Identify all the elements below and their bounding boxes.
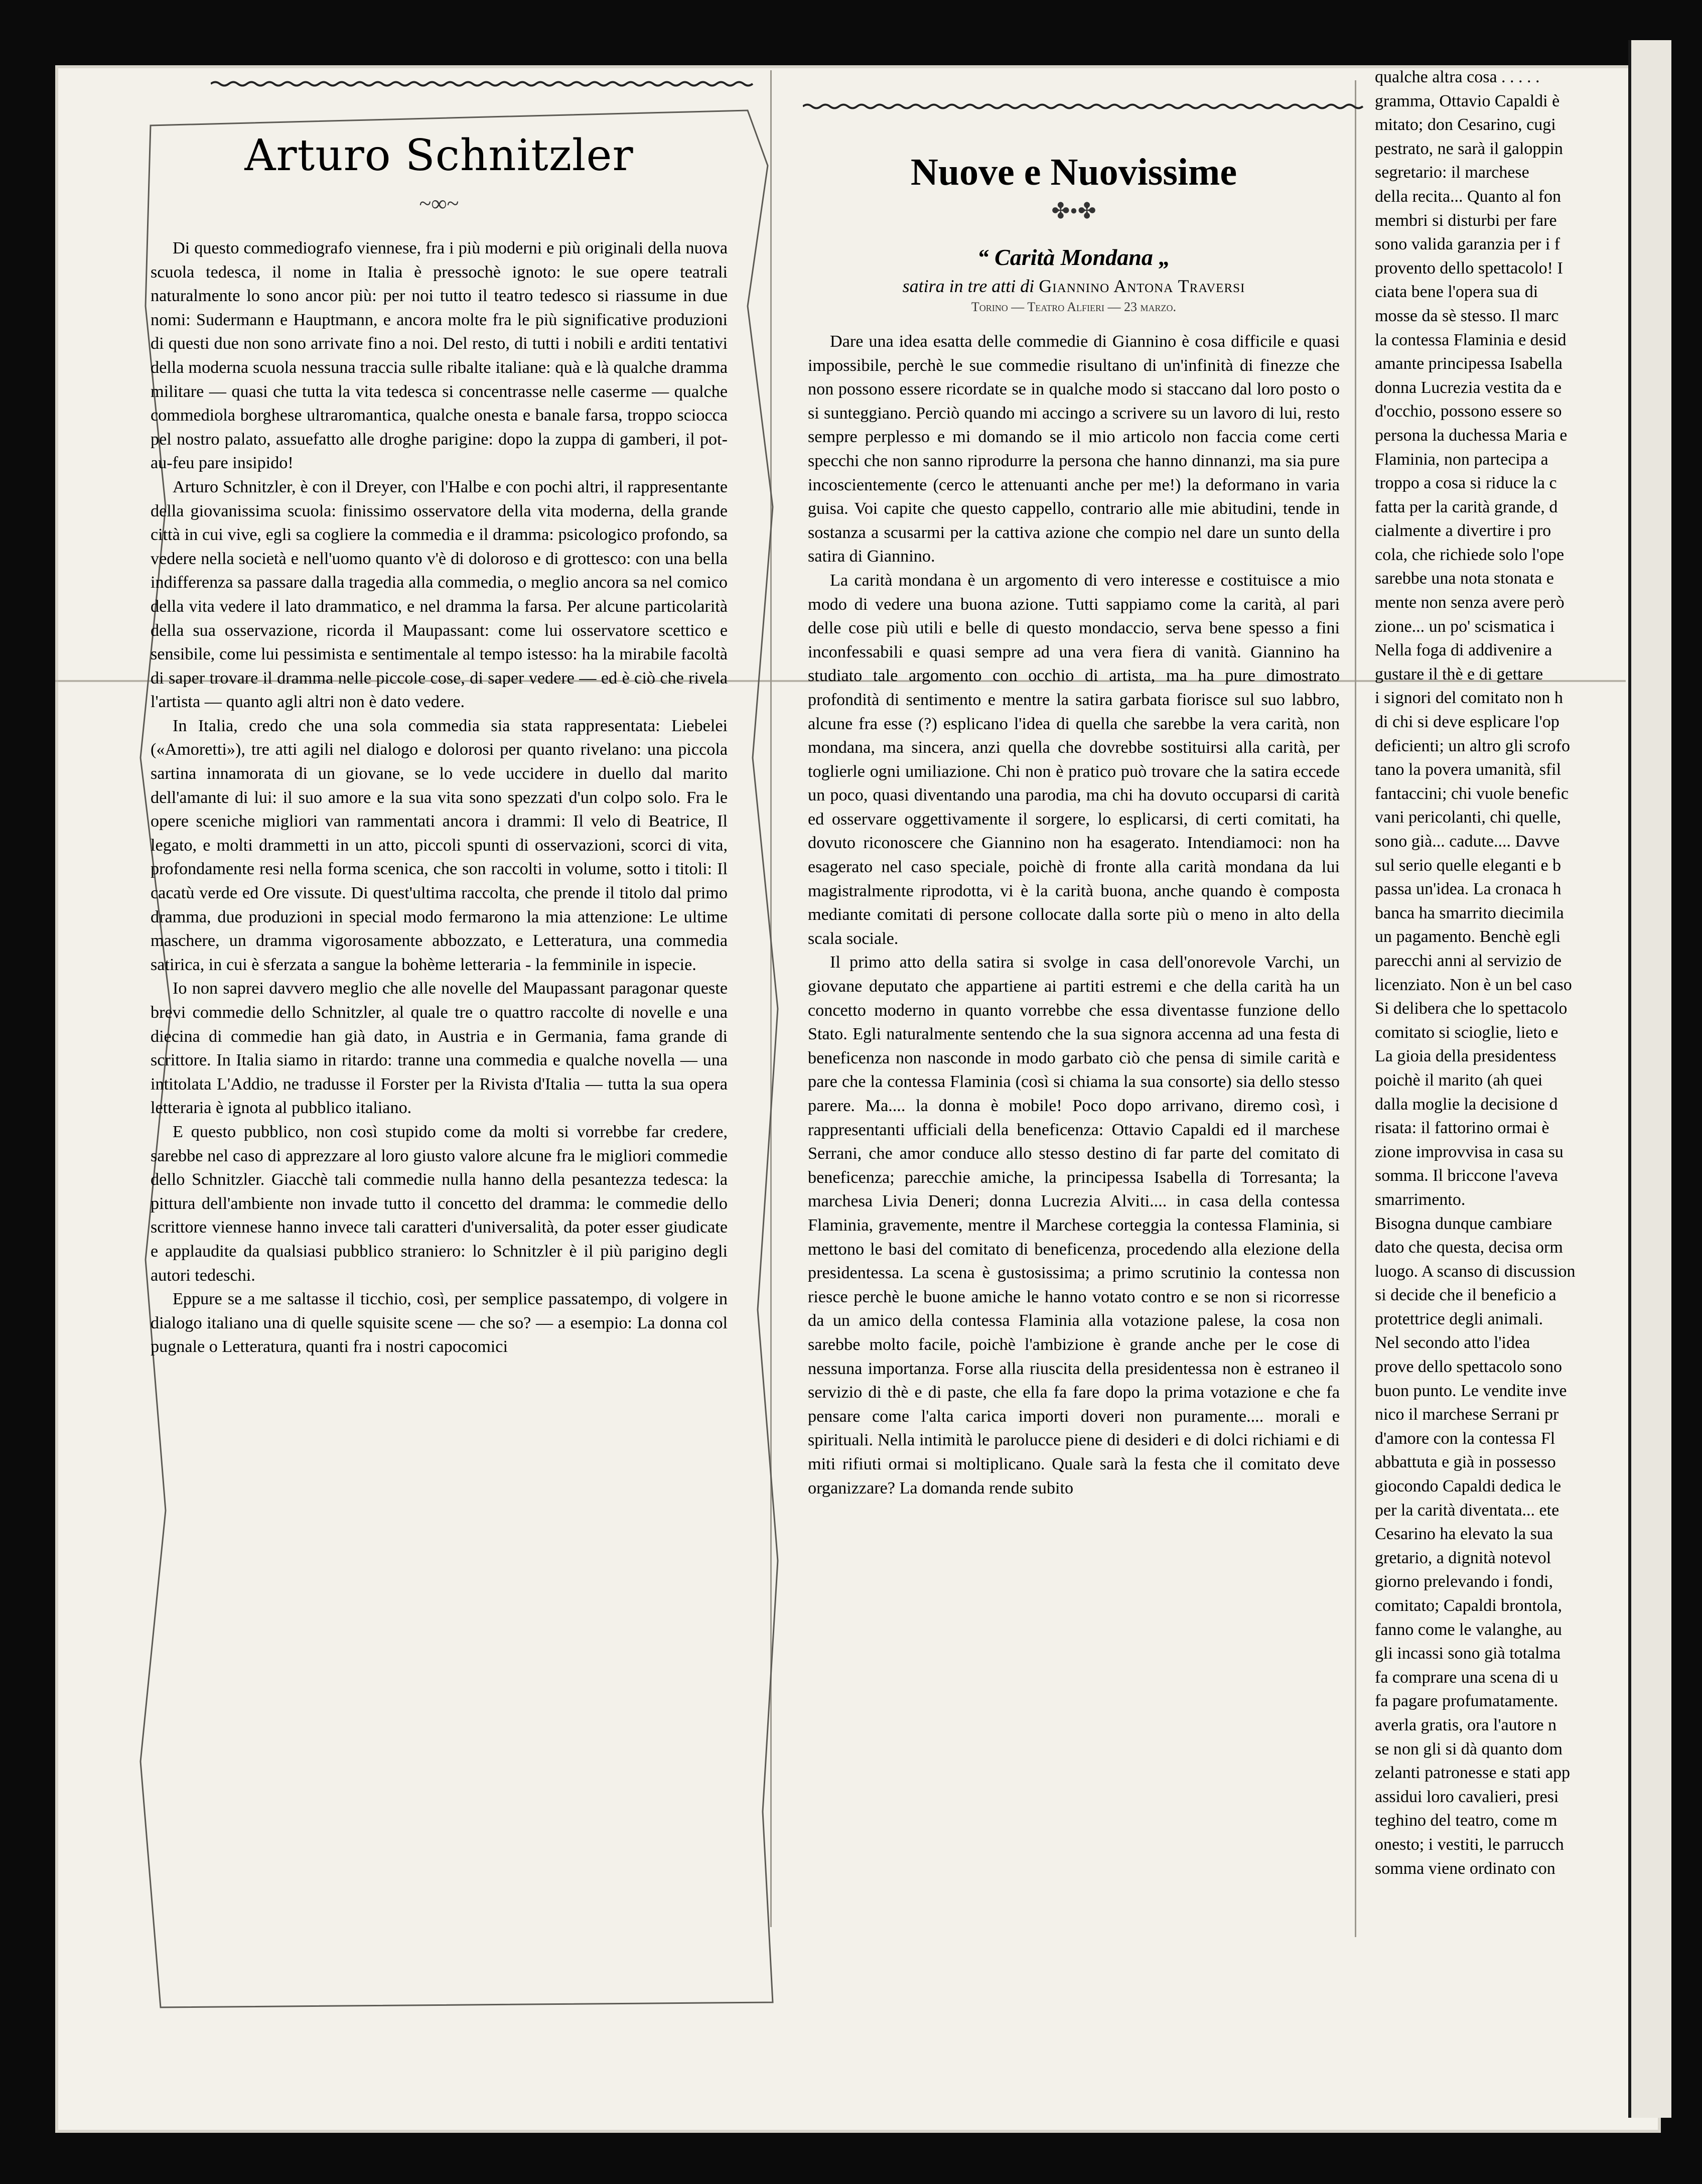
text-line: Nel secondo atto l'idea — [1375, 1333, 1530, 1352]
text-line: si decide che il beneficio a — [1375, 1286, 1556, 1305]
play-subtitle — [808, 276, 1340, 297]
text-line: per la carità diventata... ete — [1375, 1500, 1559, 1520]
text-line: di chi si deve esplicare l'op — [1375, 713, 1559, 732]
text-line: mitato; don Cesarino, cugi — [1375, 115, 1556, 134]
article-carita-mondana — [808, 151, 1340, 1500]
text-line: passa un'idea. La cronaca h — [1375, 880, 1562, 899]
article-continuation-cropped — [1375, 65, 1656, 1880]
text-line: abbattuta e già in possesso — [1375, 1453, 1556, 1472]
text-line: deficienti; un altro gli scrofo — [1375, 736, 1570, 755]
text-line: della recita... Quanto al fon — [1375, 187, 1562, 206]
text-line: poichè il marito (ah quei — [1375, 1070, 1543, 1089]
text-line: segretario: il marchese — [1375, 163, 1529, 182]
text-line: sul serio quelle eleganti e b — [1375, 856, 1562, 875]
text-line: vani pericolanti, chi quelle, — [1375, 808, 1562, 827]
text-line: gli incassi sono già totalma — [1375, 1644, 1561, 1663]
text-line: pestrato, ne sarà il galoppin — [1375, 139, 1563, 158]
text-line: Bisogna dunque cambiare — [1375, 1214, 1552, 1233]
text-line: donna Lucrezia vestita da e — [1375, 378, 1562, 397]
text-line: smarrimento. — [1375, 1190, 1466, 1209]
venue-dateline: Torino — Teatro Alfieri — 23 marzo. — [971, 300, 1177, 314]
text-line: fantaccini; chi vuole benefic — [1375, 784, 1569, 803]
text-line: prove dello spettacolo sono — [1375, 1357, 1562, 1377]
text-line: persona la duchessa Maria e — [1375, 426, 1568, 445]
column-rule — [1355, 80, 1356, 1937]
section-title: Nuove e Nuovissime — [910, 151, 1237, 193]
paragraph: Io non saprei davvero meglio che alle novelle del Maupassant paragonar queste brevi commedie dello Schnitzler, al quale tre o quattro raccolte di novelle e una diecina di commedie han già dato, in Austria e in Germania, fama grande di scrittore. In Italia siamo in ritardo: tranne una commedia e qualche novella — una intitolata L'Addio, ne tradusse il Forster per la Rivista d'Italia — tutta la sua opera letteraria è ignota al pubblico italiano. — [151, 979, 728, 1118]
paragraph: Dare una idea esatta delle commedie di Giannino è cosa difficile e quasi impossibile, perchè le sue commedie risultano di un'infinità di finezze che non possono essere ricordate se in qualche modo si staccano dal loro posto o si sunteggiano. Perciò quando mi accingo a scrivere su un lavoro di lui, resto sempre perplesso e mi domando se il mio articolo non faccia come certi specchi che non sanno riprodurre la persona che hanno dinnanzi, ma sia pure incoscientemente (cerco le attenuanti anche per me!) la deformano in varia guisa. Voi capite che questo cappello, contrario alle mie abitudini, tende in sostanza a scusarmi per la cattiva azione che compio nel dare un sunto della satira di Giannino. — [808, 332, 1340, 566]
title-ornament: ✤•✤ — [1051, 199, 1096, 223]
author-name: Giannino Antona Traversi — [1039, 276, 1245, 296]
text-line: sono già... cadute.... Davve — [1375, 832, 1560, 851]
text-line: gustare il thè e di gettare — [1375, 664, 1543, 684]
article-title: Arturo Schnitzler — [244, 130, 634, 181]
text-line: sono valida garanzia per i f — [1375, 235, 1561, 254]
text-line: onesto; i vestiti, le parrucch — [1375, 1835, 1564, 1854]
text-line: Si delibera che lo spettacolo — [1375, 999, 1568, 1018]
text-line: luogo. A scanso di discussion — [1375, 1262, 1576, 1281]
text-line: troppo a cosa si riduce la c — [1375, 474, 1557, 493]
text-line: La gioia della presidentess — [1375, 1047, 1556, 1066]
text-line: cialmente a divertire i pro — [1375, 521, 1551, 540]
text-line: nico il marchese Serrani pr — [1375, 1405, 1559, 1424]
play-title: “ Carità Mondana „ — [977, 244, 1171, 270]
text-line: gramma, Ottavio Capaldi è — [1375, 91, 1560, 110]
text-line: qualche altra cosa . . . . . — [1375, 68, 1540, 86]
decorative-border — [803, 103, 1365, 110]
text-line: amante principessa Isabella — [1375, 354, 1563, 373]
text-line: parecchi anni al servizio de — [1375, 951, 1562, 970]
text-line: somma. Il briccone l'aveva — [1375, 1166, 1558, 1185]
text-line: giocondo Capaldi dedica le — [1375, 1477, 1562, 1496]
text-line: provento dello spettacolo! I — [1375, 258, 1563, 278]
text-line: membri si disturbi per fare — [1375, 211, 1557, 230]
text-line: comitato si scioglie, lieto e — [1375, 1023, 1558, 1042]
text-line: somma viene ordinato con — [1375, 1859, 1555, 1878]
text-line: sarebbe una nota stonata e — [1375, 569, 1554, 588]
paragraph: Eppure se a me saltasse il ticchio, così, per semplice passatempo, di volgere in dialogo italiano una di quelle squisite scene — che so? — a esempio: La donna col pugnale o Letteratura, quanti fra i nostri capocomici — [151, 1290, 728, 1356]
paragraph: In Italia, credo che una sola commedia sia stata rappresentata: Liebelei («Amoretti»), tre atti agili nel dialogo e dolorosi per quanto rivelano: una piccola sartina innamorata di un giovane, se lo vede uccidere in duello dal marito dell'amante di lui: il suo amore e la sua vita sono spezzati d'un colpo solo. Fra le opere sceniche migliori van rammentati ancora i drammi: Il velo di Beatrice, Il legato, e molti drammetti in un atto, piccoli spunti di osservazioni, scorci di vita, profondamente resi nella forma scenica, che son raccolti in volume, sotto i titoli: Il cacatù verde ed Ore vissute. Di quest'ultima raccolta, che prende il titolo dal primo dramma, due produzioni in special modo fermarono la mia attenzione: Le ultime maschere, un dramma vigorosamente abbozzato, e Letteratura, una commedia satirica, in cui è sferzata a sangue la bohème letteraria - la femminile in ispecie. — [151, 716, 728, 974]
text-line: mente non senza avere però — [1375, 593, 1565, 612]
text-line: d'amore con la contessa Fl — [1375, 1429, 1555, 1448]
text-line: d'occhio, possono essere so — [1375, 402, 1562, 421]
title-ornament: ~∞~ — [419, 191, 459, 216]
article-schnitzler — [151, 130, 728, 1359]
text-line: un pagamento. Benchè egli — [1375, 927, 1561, 946]
paragraph: Arturo Schnitzler, è con il Dreyer, con l'Halbe e con pochi altri, il rappresentante della giovanissima scuola: finissimo osservatore della vita moderna, della grande città in cui vive, egli sa cogliere la commedia e il dramma: psicologico profondo, sa vedere nella società e nell'uomo quanto v'è di doloroso e di grottesco: con una bella indifferenza sa passare dalla tragedia alla commedia, o meglio ancora sa nel comico della vita vedere il lato drammatico, e nel dramma la farsa. Per alcune particolarità della sua osservazione, ricorda il Maupassant: come lui osservatore scettico e sensibile, come lui pessimista e sentimentale al tempo istesso: ha la mirabile facoltà di saper trovare il dramma nelle piccole cose, di saper vedere — ed è ciò che rivela l'artista — quanto agli altri non è dato vedere. — [151, 477, 728, 712]
text-line: se non gli si dà quanto dom — [1375, 1739, 1563, 1758]
text-line: fatta per la carità grande, d — [1375, 497, 1558, 516]
text-line: gretario, a dignità notevol — [1375, 1548, 1551, 1567]
text-line: protettrice degli animali. — [1375, 1309, 1543, 1328]
text-line: buon punto. Le vendite inve — [1375, 1381, 1567, 1400]
text-line: fa pagare profumatamente. — [1375, 1692, 1558, 1711]
text-line: cola, che richiede solo l'ope — [1375, 545, 1565, 564]
paragraph: Il primo atto della satira si svolge in casa dell'onorevole Varchi, un giovane deputato che appartiene ai partiti estremi e che della carità ha un concetto moderno in quanto vorrebbe che essa diventasse funzione dello Stato. Egli naturalmente sentendo che la sua signora accenna ad una festa di beneficenza non nasconde in modo garbato ciò che pensa di simile carità e pare che la contessa Flaminia (così si chiama la sua consorte) sia dello stesso parere. Ma.... la donna è mobile! Poco dopo arrivano, diremo così, i rappresentanti ufficiali della beneficenza: Ottavio Capaldi ed il marchese Serrani, che amor conduce allo stesso destino di far parte del comitato di beneficenza; parecchie amiche, la principessa Isabella di Torresanta; la marchesa Livia Deneri; donna Lucrezia Alviti.... in casa della contessa Flaminia, gravemente, mentre il Marchese corteggia la contessa Flaminia, si mettono le basi del comitato di beneficenza, procedendo alla elezione della presidentessa. La scena è gustosissima; a primo scrutinio la contessa non riesce perchè le buone amiche le hanno votato contro e se non si ricorresse da un amico della contessa Flaminia alla votazione palese, la cosa non sarebbe molto facile, poichè l'ambizione è grande anche per le cose di nessuna importanza. Forse alla riuscita della presidentessa non è estraneo il servizio di thè e di paste, che ella fa fare dopo la prima votazione e che fa pensare come l'alta carica importi doveri non puramente.... morali e spirituali. Nella intimità le parolucce piene di desideri e di dolci richiami e di miti rifiuti ormai si moltiplicano. Quale sarà la festa che il comitato deve organizzare? La domanda rende subito — [808, 953, 1340, 1497]
text-line: Nella foga di addivenire a — [1375, 641, 1552, 660]
text-line: la contessa Flaminia e desid — [1375, 330, 1567, 349]
text-line: comitato; Capaldi brontola, — [1375, 1596, 1562, 1615]
paragraph: E questo pubblico, non così stupido come da molti si vorrebbe far credere, sarebbe nel caso di apprezzare al loro giusto valore alcune fra le migliori commedie dello Schnitzler. Giacchè tali commedie nulla hanno della pesantezza tedesca: la pittura dell'ambiente non invade tutto il concetto del dramma: le commedie dello scrittore viennese hanno invece tali caratteri d'universalità, da poter esser giudicate e applaudite da qualsiasi pubblico straniero: lo Schnitzler è il più parigino degli autori tedeschi. — [151, 1122, 728, 1285]
text-line: zione improvvisa in casa su — [1375, 1142, 1564, 1161]
text-line: averla gratis, ora l'autore n — [1375, 1715, 1557, 1734]
text-line: dalla moglie la decisione d — [1375, 1095, 1558, 1114]
text-line: ciata bene l'opera sua di — [1375, 283, 1538, 302]
text-line: zelanti patronesse e stati app — [1375, 1763, 1570, 1783]
text-line: Cesarino ha elevato la sua — [1375, 1525, 1553, 1544]
text-line: Flaminia, non partecipa a — [1375, 450, 1548, 469]
text-line: mosse da sè stesso. Il marc — [1375, 306, 1559, 325]
text-line: risata: il fattorino ormai è — [1375, 1119, 1549, 1138]
subtitle-prefix: satira in tre atti di — [902, 276, 1035, 296]
text-line: licenziato. Non è un bel caso — [1375, 975, 1572, 994]
text-line: fanno come le valanghe, au — [1375, 1620, 1562, 1639]
text-line: banca ha smarrito diecimila — [1375, 903, 1564, 922]
text-line: teghino del teatro, come m — [1375, 1811, 1557, 1830]
decorative-border — [211, 80, 758, 87]
paragraph: La carità mondana è un argomento di vero interesse e costituisce a mio modo di vedere una buona azione. Tutti sappiamo come la carità, al pari delle cose più utili e belle di questo mondaccio, serva bene spesso a fini inconfessabili e quasi sempre ad una vera fiera di vanità. Giannino ha studiato tale argomento con occhio di artista, ma ha pure dimostrato profondità di sentimento e mentre la satira garbata fiorisce sul suo labbro, alcune fra esse (?) esplicano l'idea di quella che sarebbe la vera carità, non mondana, ma sincera, anzi quella che dovrebbe sostituirsi alla carità, per toglierle ogni umiliazione. Chi non è pratico può trovare che la satira eccede un poco, quasi diventando una parodia, ma chi ha dovuto occuparsi di carità ed osservare oggettivamente il sorgere, lo esplicarsi, di certi comitati, ha dovuto riconoscere che Giannino non ha esagerato. Intendiamoci: non ha esagerato nel caso speciale, poichè di fronte alla carità mondana da lui magistralmente riprodotta, vi è la carità buona, anche quando è composta mediante comitati di persone collocate dalla sorte più o meno in alto della scala sociale. — [808, 571, 1340, 948]
text-line: tano la povera umanità, sfil — [1375, 760, 1562, 779]
text-line: fa comprare una scena di u — [1375, 1668, 1558, 1687]
text-line: assidui loro cavalieri, presi — [1375, 1787, 1559, 1806]
text-line: i signori del comitato non h — [1375, 689, 1563, 708]
paragraph: Di questo commediografo viennese, fra i più moderni e più originali della nuova scuola tedesca, il nome in Italia è pressochè ignoto: le sue opere teatrali naturalmente lo sono ancor più: per noi tutto il teatro tedesco si riassume in due nomi: Sudermann e Hauptmann, e ancora molte fra le più significative produzioni di questi due non sono arrivate fino a noi. Del resto, di tutti i nobili e arditi tentativi della moderna scuola nessuna traccia sulle ribalte italiane: quà e là qualche dramma militare — quasi che tutta la vita tedesca si concentrasse nelle caserme — qualche commediola borghese ultraromantica, qualche onesta e banale farsa, troppo sciocca pel nostro palato, assuefatto alle droghe parigine: dopo la zuppa di gamberi, il pot-au-feu pare insipido! — [151, 239, 728, 473]
text-line: zione... un po' scismatica i — [1375, 617, 1555, 636]
text-line: dato che questa, decisa orm — [1375, 1238, 1563, 1257]
text-line: giorno prelevando i fondi, — [1375, 1572, 1553, 1591]
